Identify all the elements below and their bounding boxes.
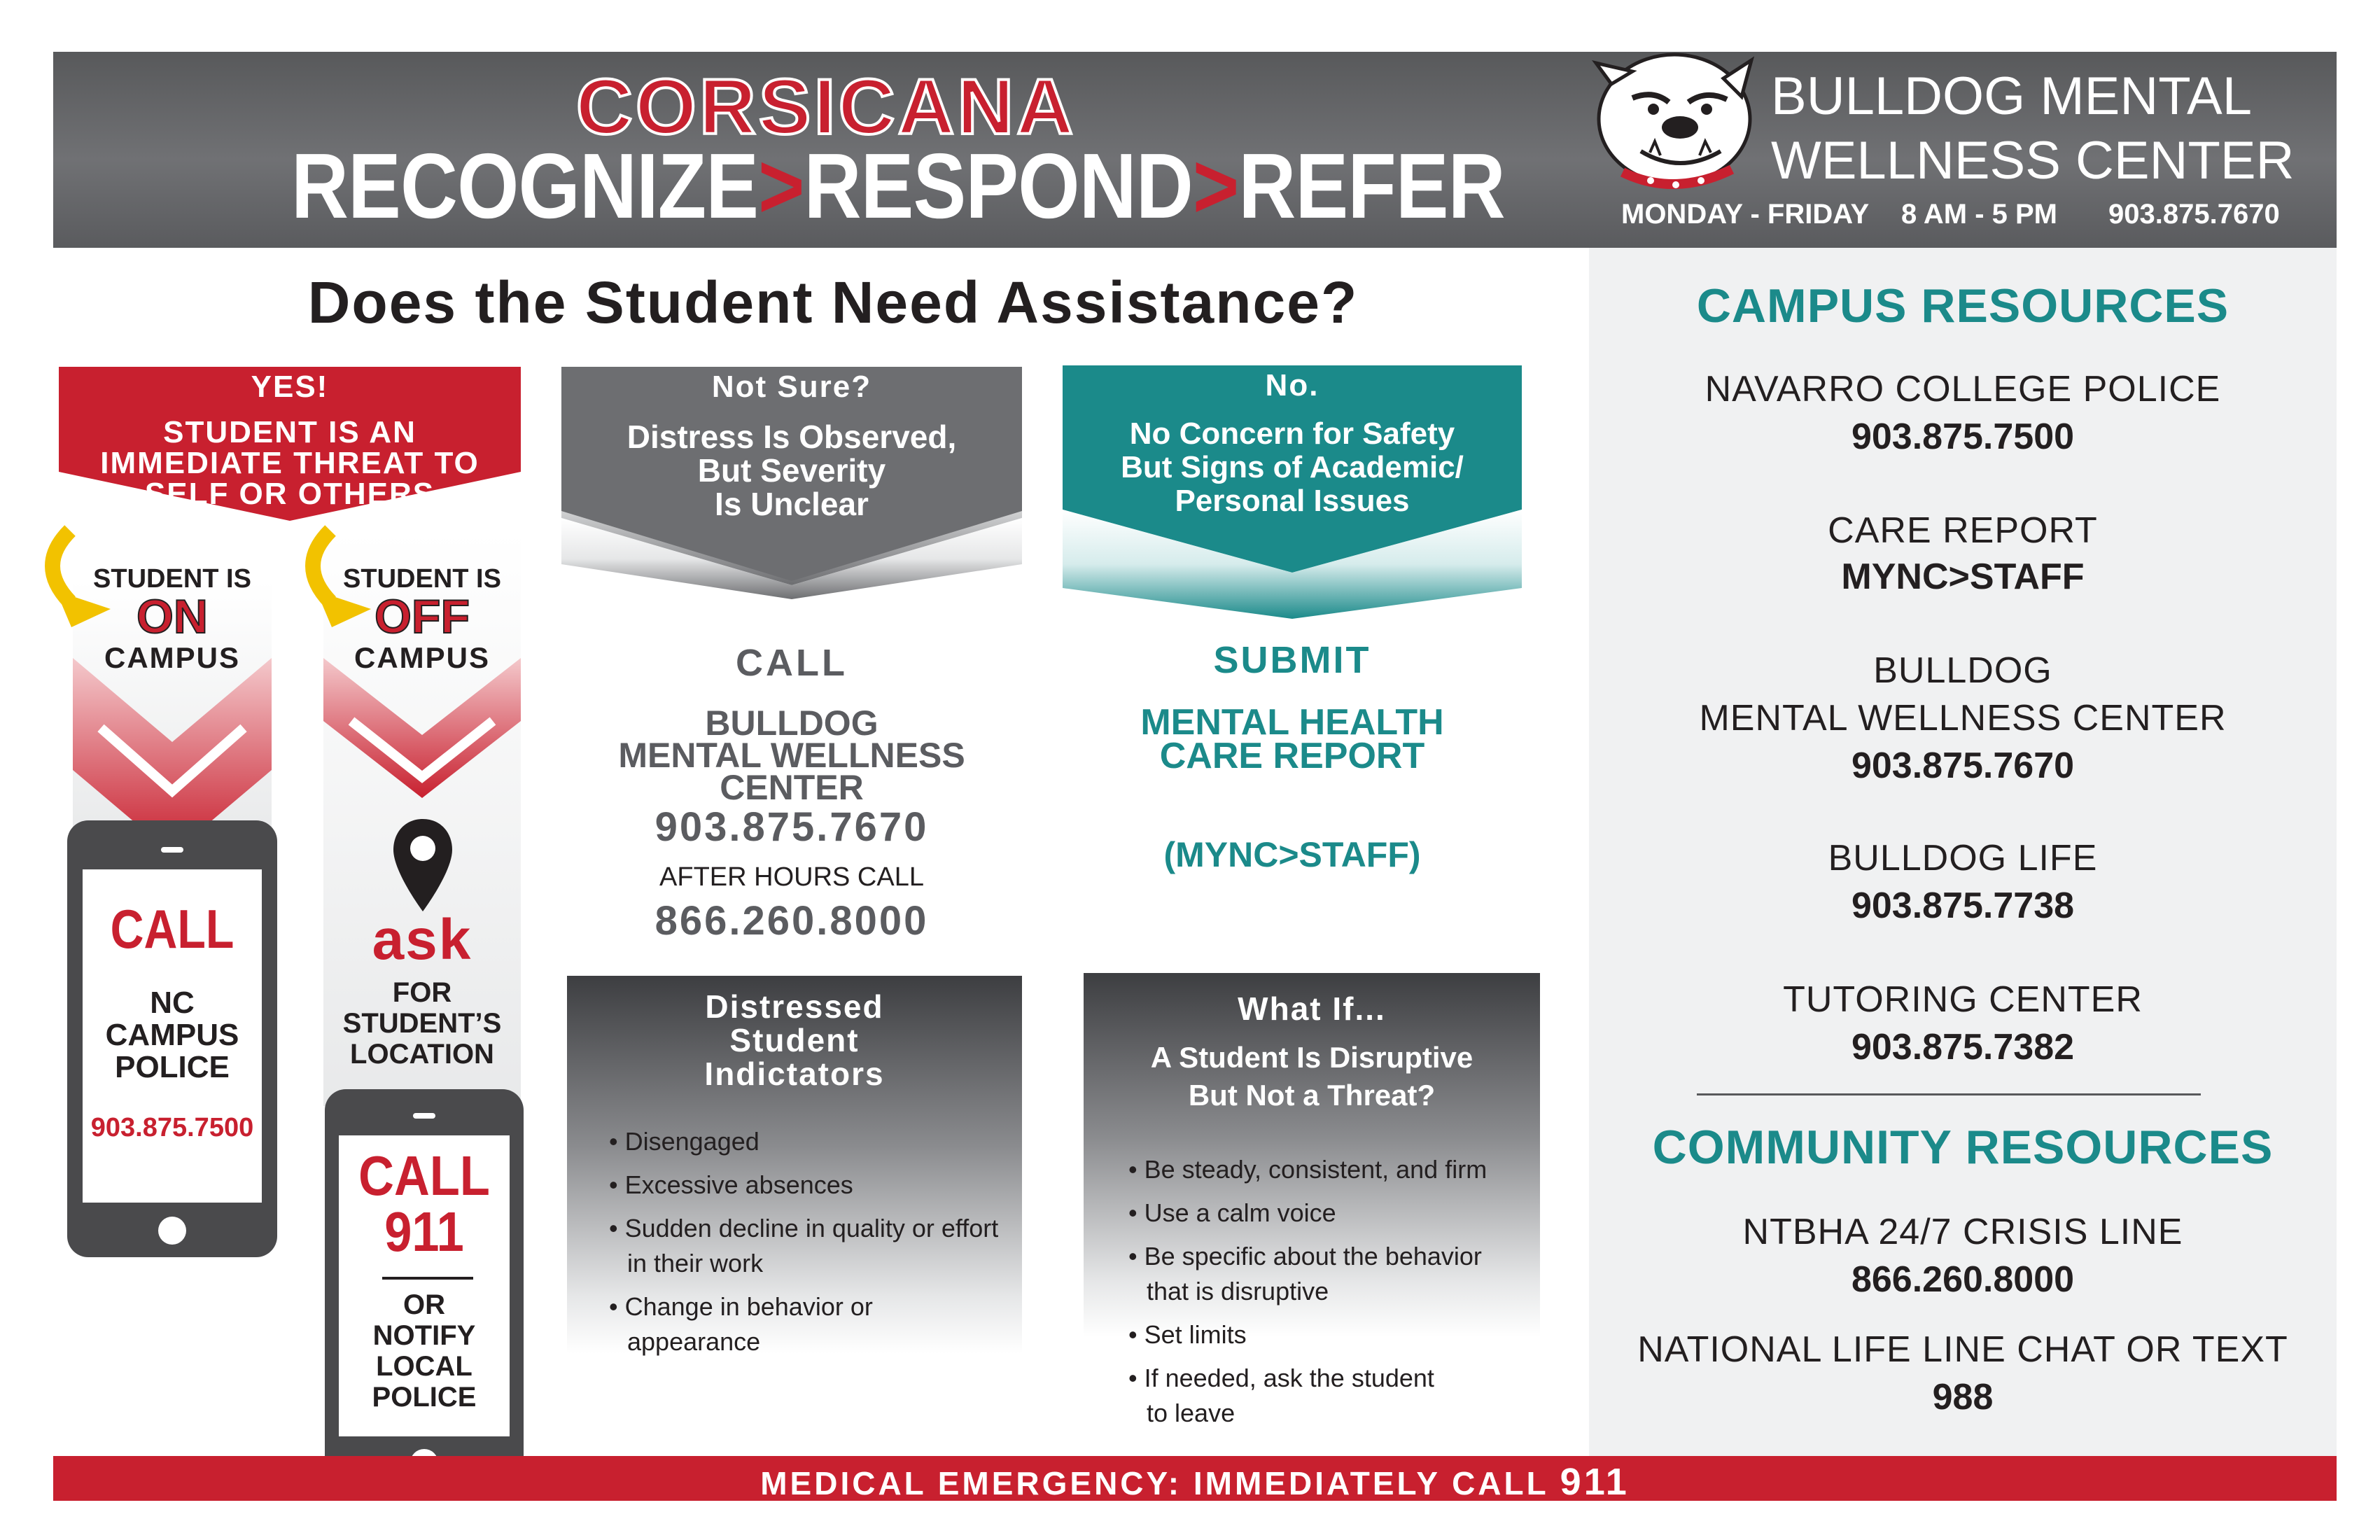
page-title: Does the Student Need Assistance? — [307, 270, 1359, 335]
step-recognize: RECOGNIZE — [291, 134, 759, 237]
notify-police-text — [339, 1289, 510, 1413]
no-action: SUBMIT — [1213, 639, 1371, 681]
list-item: • Set limits — [1128, 1320, 1247, 1349]
process-steps — [291, 133, 1505, 239]
call-label: CALL — [358, 1144, 490, 1207]
ask-line: LOCATION — [350, 1039, 494, 1070]
on-target-line: NC — [150, 986, 195, 1020]
notsure-action: CALL — [736, 642, 848, 684]
yes-threat-text — [59, 417, 521, 510]
list-item: • Disengaged — [609, 1127, 760, 1156]
whatif-subtitle-line: But Not a Threat? — [1188, 1079, 1436, 1112]
item-text: Disengaged — [624, 1127, 760, 1156]
notsure-line: Is Unclear — [715, 486, 869, 522]
community-resources-title: COMMUNITY RESOURCES — [1652, 1121, 2274, 1174]
org-line: MENTAL WELLNESS CENTER — [618, 736, 965, 807]
resource-name: CARE REPORT — [1828, 510, 2098, 551]
on-target-line: CAMPUS — [105, 1018, 239, 1052]
item-text: Set limits — [1144, 1320, 1247, 1349]
no-label: No. — [1265, 368, 1320, 402]
on-call-label: CALL — [110, 898, 234, 960]
list-item: • Change in behavior or — [609, 1292, 873, 1321]
after-hours-phone: 866.260.8000 — [654, 898, 929, 944]
phone-speaker — [161, 847, 183, 853]
ask-text — [323, 977, 521, 1070]
notsure-desc — [561, 420, 1022, 521]
notsure-line: But Severity — [697, 452, 886, 489]
resource-name: NTBHA 24/7 CRISIS LINE — [1742, 1212, 2183, 1252]
on-campus-big: ON — [136, 590, 208, 643]
resource-name: NAVARRO COLLEGE POLICE — [1704, 369, 2221, 410]
after-hours-label: AFTER HOURS CALL — [659, 862, 924, 892]
footer-label: MEDICAL EMERGENCY: IMMEDIATELY CALL — [760, 1465, 1548, 1502]
on-target-line: POLICE — [115, 1050, 230, 1084]
resource-name: TUTORING CENTER — [1783, 979, 2143, 1020]
indicators-list — [609, 1124, 1001, 1359]
resource-phone: 903.875.7382 — [1851, 1027, 2075, 1068]
on-campus-bottom: CAMPUS — [104, 641, 240, 674]
resource-phone: 866.260.8000 — [1851, 1259, 2075, 1300]
phone-speaker — [413, 1113, 435, 1119]
office-phone: 903.875.7670 — [2108, 199, 2280, 230]
ask-line: STUDENT’S — [342, 1008, 502, 1039]
resource-phone: 903.875.7670 — [1851, 746, 2075, 786]
list-item-continued: in their work — [627, 1249, 764, 1278]
step-respond: RESPOND — [804, 134, 1193, 237]
resource-value: MYNC>STAFF — [1841, 556, 2085, 597]
item-text: Be steady, consistent, and firm — [1144, 1155, 1488, 1184]
list-item: • Use a calm voice — [1128, 1198, 1336, 1227]
resource-phone: 903.875.7500 — [1851, 416, 2075, 457]
resource-name: NATIONAL LIFE LINE CHAT OR TEXT — [1637, 1329, 2288, 1370]
report-line: CARE REPORT — [1159, 736, 1425, 776]
list-item: • Be specific about the behavior — [1128, 1242, 1482, 1270]
chevron-icon: > — [758, 134, 804, 237]
center-name-line2: WELLNESS CENTER — [1771, 131, 2295, 190]
ask-line: FOR — [392, 977, 452, 1008]
resource-name: MENTAL WELLNESS CENTER — [1699, 698, 2227, 738]
center-name — [1771, 64, 2331, 193]
indicators-title-line: Student — [729, 1022, 860, 1058]
notify-line: NOTIFY — [372, 1320, 476, 1351]
bulldog-mascot-logo — [1583, 35, 1765, 196]
notsure-org — [561, 704, 1022, 807]
notsure-label: Not Sure? — [711, 370, 872, 404]
on-campus-top: STUDENT IS — [93, 564, 251, 594]
step-refer: REFER — [1238, 134, 1505, 237]
item-text: If needed, ask the student — [1144, 1364, 1434, 1392]
item-text: Be specific about the behavior — [1144, 1242, 1482, 1270]
no-report — [1063, 702, 1522, 776]
list-item-continued: that is disruptive — [1147, 1277, 1329, 1306]
whatif-list — [1128, 1152, 1520, 1431]
no-line: Personal Issues — [1175, 484, 1410, 518]
notsure-line: Distress Is Observed, — [626, 419, 957, 455]
center-name-line1: BULLDOG MENTAL — [1771, 66, 2252, 126]
call-number: 911 — [384, 1200, 464, 1263]
divider — [1697, 1093, 2201, 1096]
no-desc — [1063, 417, 1522, 518]
whatif-title: What If... — [1238, 990, 1386, 1027]
whatif-subtitle — [1084, 1039, 1540, 1114]
divider — [382, 1277, 473, 1280]
office-hours: 8 AM - 5 PM — [1901, 199, 2057, 230]
map-pin-icon — [391, 816, 455, 914]
item-text: Sudden decline in quality or effort — [624, 1214, 999, 1242]
off-campus-top: STUDENT IS — [343, 564, 501, 594]
footer-text — [53, 1460, 2337, 1504]
resource-phone: 903.875.7738 — [1851, 886, 2075, 926]
whatif-subtitle-line: A Student Is Disruptive — [1150, 1041, 1474, 1074]
indicators-title — [567, 990, 1022, 1091]
item-text: Excessive absences — [624, 1170, 853, 1199]
list-item: • Excessive absences — [609, 1170, 853, 1199]
list-item: • Sudden decline in quality or effort — [609, 1214, 999, 1242]
yes-threat-line: IMMEDIATE THREAT TO — [100, 446, 479, 480]
yes-threat-line: SELF OR OTHERS — [144, 477, 435, 511]
list-item-continued: to leave — [1147, 1399, 1236, 1427]
no-line: No Concern for Safety — [1129, 416, 1455, 451]
off-campus-big: OFF — [374, 590, 470, 643]
list-item-continued: appearance — [627, 1327, 761, 1356]
office-days: MONDAY - FRIDAY — [1621, 199, 1870, 230]
report-line: MENTAL HEALTH — [1140, 702, 1444, 743]
yes-threat-line: STUDENT IS AN — [163, 415, 416, 449]
notsure-phone: 903.875.7670 — [654, 804, 929, 850]
ask-label: ask — [372, 908, 472, 972]
campus-resources-title: CAMPUS RESOURCES — [1696, 279, 2230, 332]
indicators-title-line: Indictators — [704, 1056, 885, 1092]
notify-line: POLICE — [372, 1382, 477, 1413]
resource-name: BULLDOG LIFE — [1828, 838, 2098, 878]
resource-name: BULLDOG — [1873, 650, 2052, 691]
off-campus-bottom: CAMPUS — [354, 641, 490, 674]
on-police-phone: 903.875.7500 — [90, 1113, 254, 1142]
item-text: Change in behavior or — [624, 1292, 873, 1321]
footer-number: 911 — [1560, 1461, 1630, 1503]
notify-line: OR — [403, 1289, 445, 1320]
resource-value: 988 — [1932, 1377, 1994, 1418]
no-path: (MYNC>STAFF) — [1163, 835, 1421, 874]
notify-line: LOCAL — [376, 1351, 472, 1382]
chevron-icon: > — [1192, 134, 1239, 237]
indicators-title-line: Distressed — [705, 988, 884, 1025]
on-call-target — [83, 987, 262, 1084]
org-line: BULLDOG — [705, 704, 878, 743]
list-item: • Be steady, consistent, and firm — [1128, 1155, 1488, 1184]
yes-label: YES! — [251, 370, 329, 404]
city-title: CORSICANA — [575, 63, 1077, 150]
call-911-label — [349, 1144, 500, 1263]
phone-home-button — [158, 1217, 186, 1245]
item-text: Use a calm voice — [1144, 1198, 1336, 1227]
no-line: But Signs of Academic/ — [1121, 450, 1464, 484]
list-item: • If needed, ask the student — [1128, 1364, 1434, 1392]
